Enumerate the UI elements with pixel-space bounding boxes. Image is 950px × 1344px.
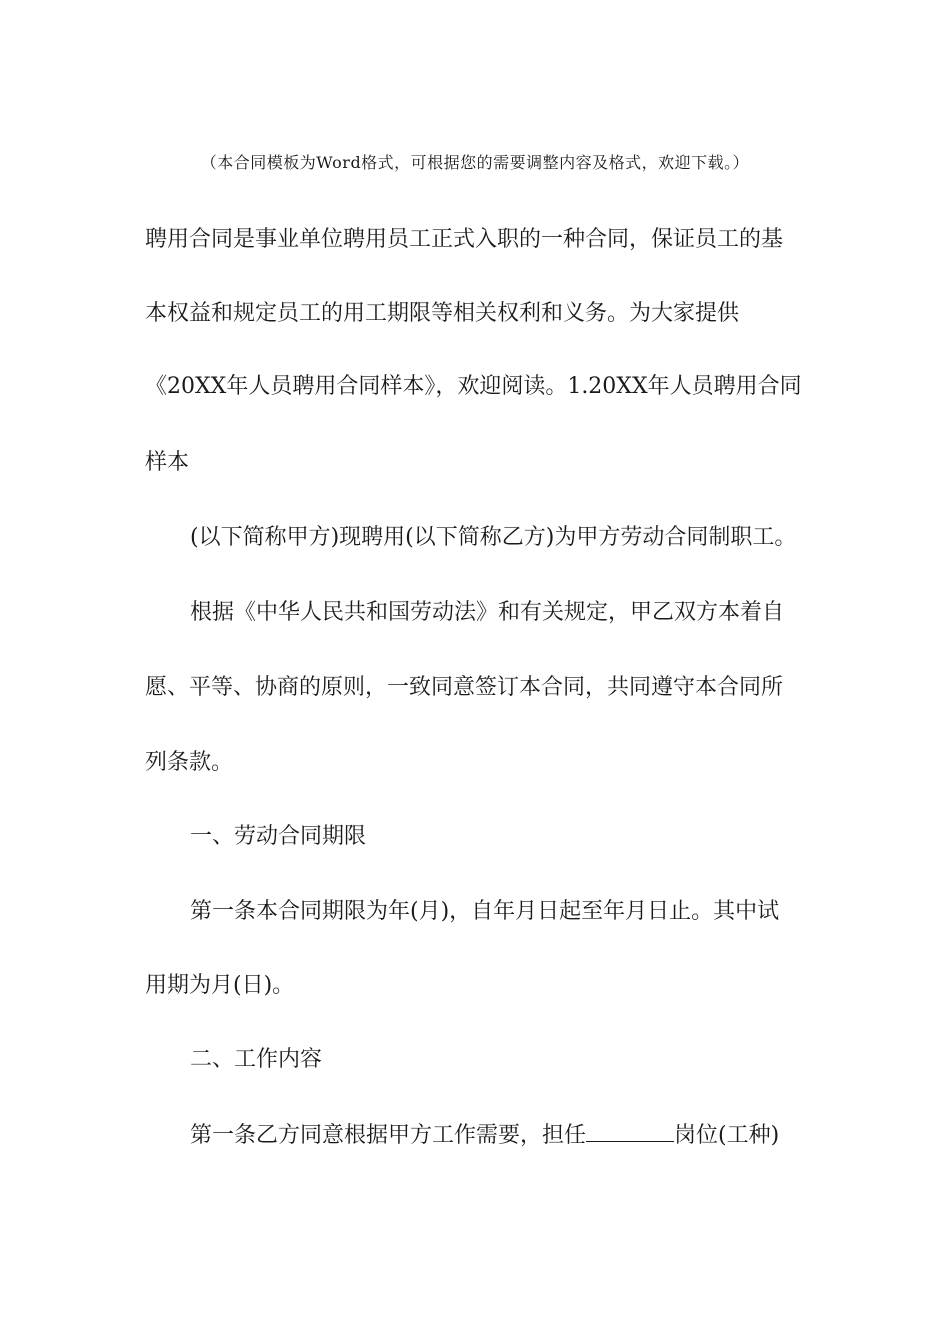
template-note: （本合同模板为Word格式，可根据您的需要调整内容及格式，欢迎下载。） xyxy=(200,153,750,172)
basis-line-1: 根据《中华人民共和国劳动法》和有关规定，甲乙双方本着自 xyxy=(190,600,785,625)
position-blank xyxy=(586,1123,674,1142)
section2-article-line-1 xyxy=(190,1122,779,1150)
section2-heading: 二、工作内容 xyxy=(190,1047,323,1072)
section2-article-text-end: 岗位(工种) xyxy=(674,1123,780,1148)
basis-line-2: 愿、平等、协商的原则，一致同意签订本合同，共同遵守本合同所 xyxy=(145,675,784,700)
intro-line-2: 本权益和规定员工的用工期限等相关权利和义务。为大家提供 xyxy=(145,301,740,326)
section1-article-line-1: 第一条本合同期限为年(月)，自年月日起至年月日止。其中试 xyxy=(190,899,780,924)
section2-article-text: 第一条乙方同意根据甲方工作需要，担任 xyxy=(190,1123,587,1148)
basis-line-3: 列条款。 xyxy=(145,750,234,775)
parties-paragraph: (以下简称甲方)现聘用(以下简称乙方)为甲方劳动合同制职工。 xyxy=(190,525,797,550)
section1-article-line-2: 用期为月(日)。 xyxy=(145,973,295,998)
intro-line-4: 样本 xyxy=(145,450,190,475)
section1-heading: 一、劳动合同期限 xyxy=(190,824,367,849)
intro-line-1: 聘用合同是事业单位聘用员工正式入职的一种合同，保证员工的基 xyxy=(145,227,784,252)
intro-line-3: 《20XX年人员聘用合同样本》，欢迎阅读。1.20XX年人员聘用合同 xyxy=(145,374,802,399)
